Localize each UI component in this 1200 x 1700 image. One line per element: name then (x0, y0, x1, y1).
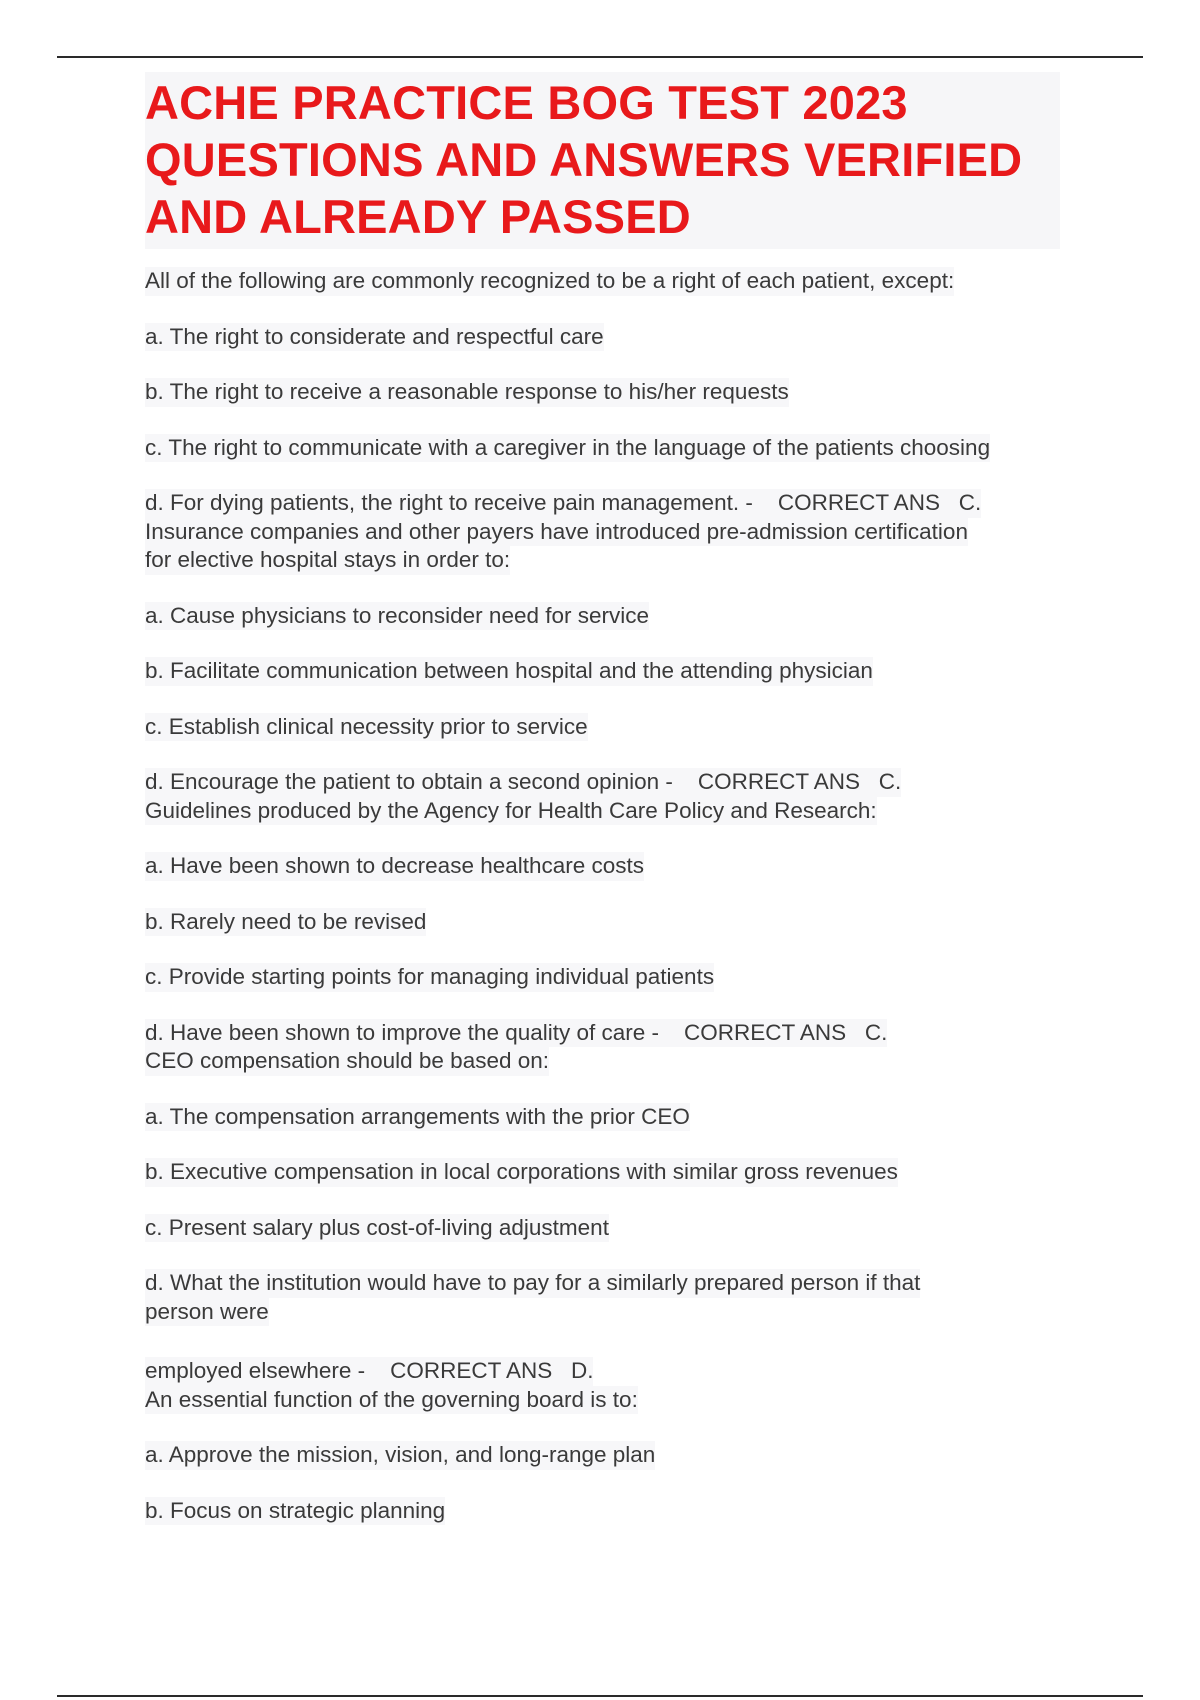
text-line: for elective hospital stays in order to: (145, 546, 510, 575)
text-line: a. The compensation arrangements with the prior CEO (145, 1103, 690, 1132)
text-line: b. Facilitate communication between hospital and the attending physician (145, 657, 873, 686)
text-paragraph (145, 378, 1060, 407)
text-paragraph (145, 323, 1060, 352)
bottom-rule (57, 1695, 1143, 1697)
title-block (145, 72, 1060, 249)
text-line: a. Cause physicians to reconsider need for service (145, 602, 649, 631)
text-line: employed elsewhere - CORRECT ANS D. (145, 1357, 593, 1386)
text-line: d. Have been shown to improve the quality of care - CORRECT ANS C. (145, 1019, 887, 1048)
text-paragraph (145, 1269, 1060, 1326)
text-line: b. Executive compensation in local corporations with similar gross revenues (145, 1158, 898, 1187)
text-line: d. What the institution would have to pay for a similarly prepared person if that (145, 1269, 920, 1298)
text-paragraph (145, 852, 1060, 881)
text-line: b. The right to receive a reasonable response to his/her requests (145, 378, 789, 407)
text-line: b. Focus on strategic planning (145, 1497, 445, 1526)
text-line: Guidelines produced by the Agency for Health Care Policy and Research: (145, 797, 877, 826)
text-line: c. Provide starting points for managing individual patients (145, 963, 714, 992)
text-line: c. Establish clinical necessity prior to service (145, 713, 588, 742)
document-title: ACHE PRACTICE BOG TEST 2023 QUESTIONS AND ANSWERS VERIFIED AND ALREADY PASSED (145, 76, 1023, 243)
text-paragraph (145, 963, 1060, 992)
text-paragraph (145, 713, 1060, 742)
text-paragraph (145, 1441, 1060, 1470)
text-paragraph (145, 1019, 1060, 1076)
text-paragraph (145, 1497, 1060, 1526)
document-body (145, 72, 1060, 1552)
text-line: All of the following are commonly recognized to be a right of each patient, except: (145, 267, 954, 296)
text-paragraph (145, 602, 1060, 631)
text-line: d. Encourage the patient to obtain a second opinion - CORRECT ANS C. (145, 768, 901, 797)
question-list (145, 267, 1060, 1525)
text-line: d. For dying patients, the right to receive pain management. - CORRECT ANS C. (145, 489, 981, 518)
text-line: c. The right to communicate with a caregiver in the language of the patients choosing (145, 434, 990, 463)
text-paragraph (145, 1214, 1060, 1243)
text-line: b. Rarely need to be revised (145, 908, 426, 937)
text-paragraph (145, 267, 1060, 296)
text-line: a. Have been shown to decrease healthcare costs (145, 852, 644, 881)
text-paragraph (145, 489, 1060, 575)
text-paragraph (145, 1158, 1060, 1187)
text-line: CEO compensation should be based on: (145, 1047, 549, 1076)
text-line: c. Present salary plus cost-of-living adjustment (145, 1214, 609, 1243)
text-line: a. Approve the mission, vision, and long-range plan (145, 1441, 655, 1470)
text-line: person were (145, 1298, 269, 1327)
text-paragraph (145, 908, 1060, 937)
text-paragraph (145, 434, 1060, 463)
text-paragraph (145, 1357, 1060, 1414)
top-rule (57, 56, 1143, 58)
text-line: An essential function of the governing board is to: (145, 1386, 638, 1415)
text-paragraph (145, 657, 1060, 686)
text-paragraph (145, 1103, 1060, 1132)
text-paragraph (145, 768, 1060, 825)
text-line: a. The right to considerate and respectful care (145, 323, 604, 352)
text-line: Insurance companies and other payers have introduced pre-admission certification (145, 518, 968, 547)
